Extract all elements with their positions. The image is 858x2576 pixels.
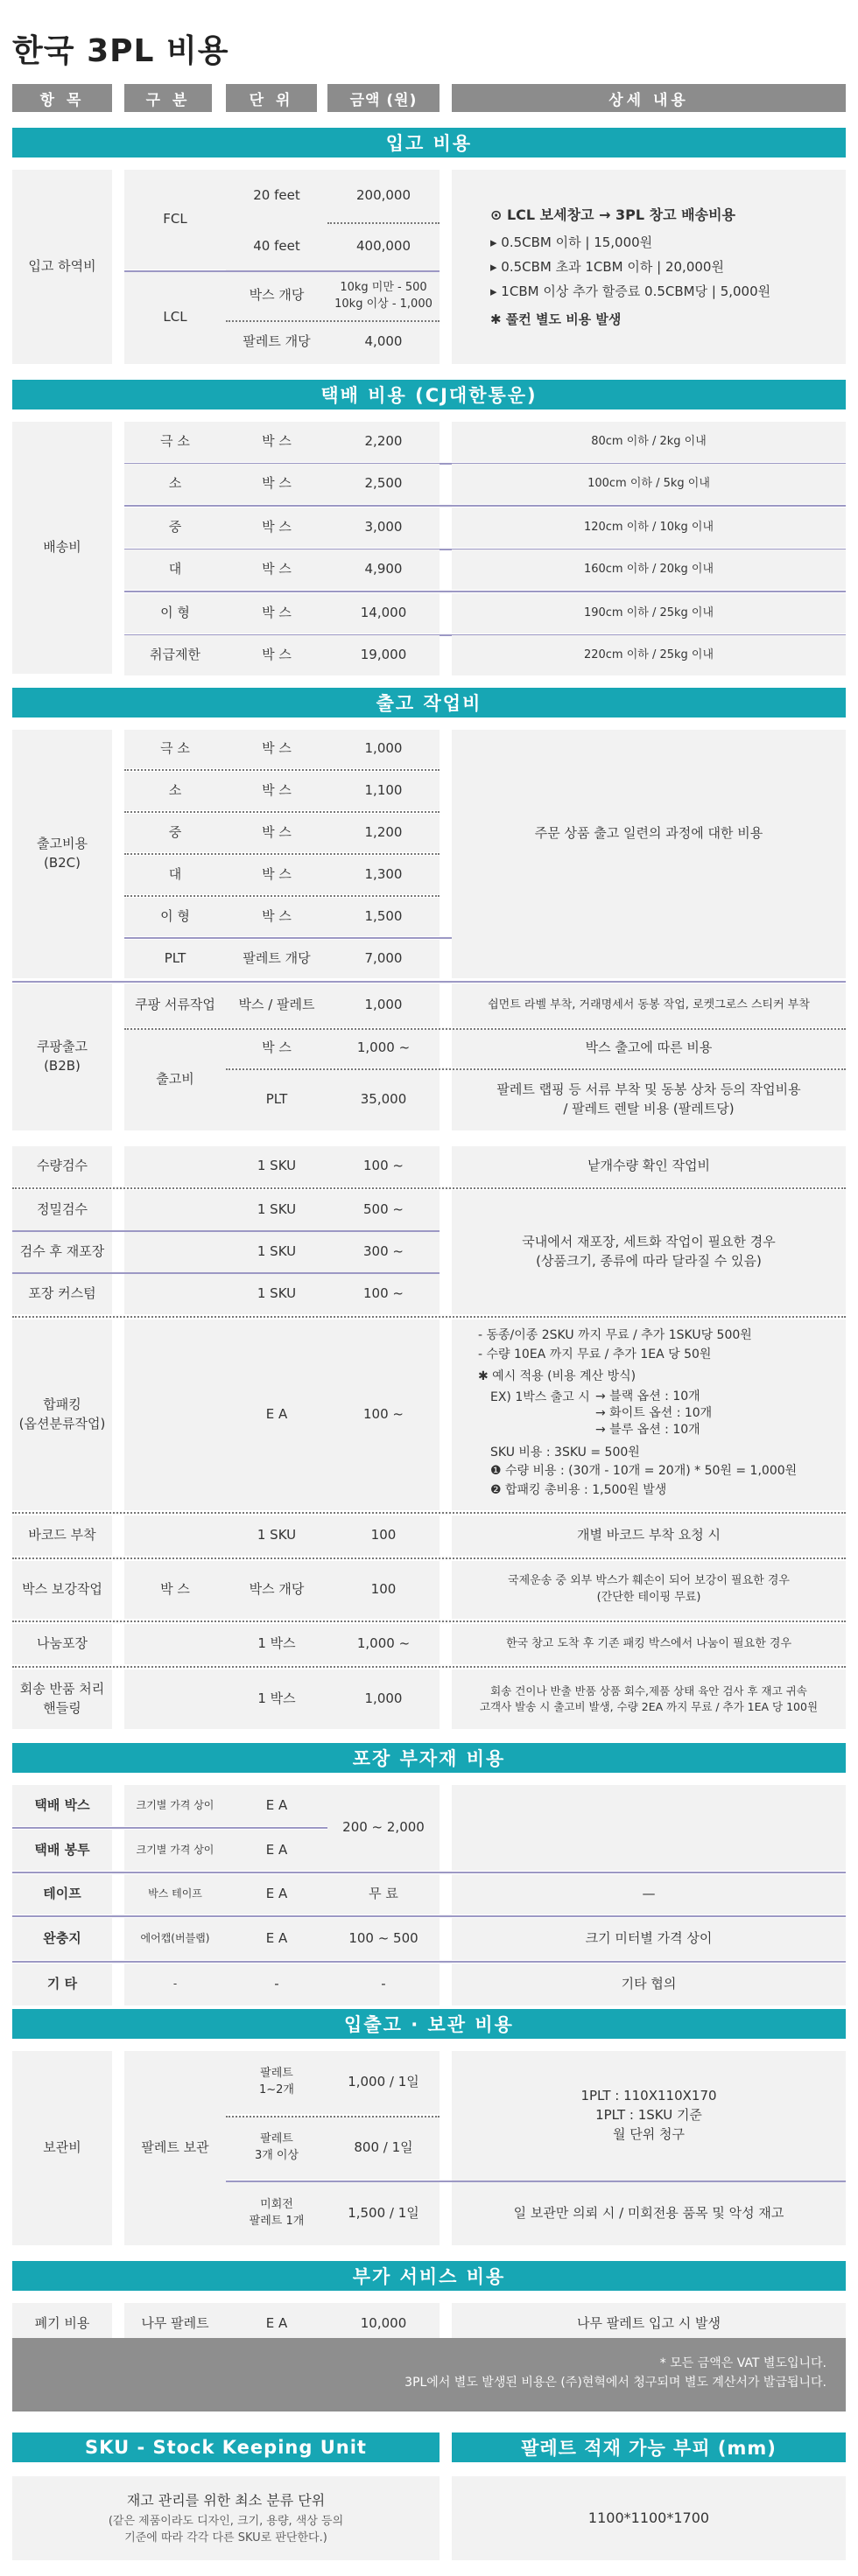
inbound-detail-line: ▸ 0.5CBM 이하 | 15,000원 — [490, 234, 653, 251]
price-over-10kg: 10kg 이상 - 1,000 — [334, 298, 433, 311]
merge-option: → 블랙 옵션 : 10개 — [595, 1390, 700, 1404]
b2c-price: 1,500 — [327, 898, 440, 936]
precise-category — [124, 1190, 226, 1314]
b2b-doc-category: 쿠팡 서류작업 — [124, 984, 226, 1027]
packaging-category: 크기별 가격 상이 — [124, 1785, 226, 1826]
packaging-unit: E A — [226, 1918, 327, 1960]
precise-unit: 1 SKU — [226, 1190, 327, 1230]
precise-price: 500 ~ — [327, 1190, 440, 1230]
packaging-item: 테이프 — [12, 1874, 112, 1914]
b2c-price: 1,300 — [327, 856, 440, 894]
header-detail: 상세 내용 — [452, 84, 846, 112]
packaging-item: 택배 봉투 — [12, 1830, 112, 1871]
merge-detail — [452, 1320, 846, 1510]
packaging-detail: 기타 협의 — [452, 1964, 846, 2006]
inbound-price-20ft: 200,000 — [327, 170, 440, 222]
inbound-fcl: FCL — [124, 170, 226, 270]
section-inbound: 입고 비용 — [12, 128, 846, 158]
repack-price: 300 ~ — [327, 1232, 440, 1272]
parcel-size: 취급제한 — [124, 635, 226, 676]
storage-item: 보관비 — [12, 2051, 112, 2245]
precise-item: 정밀검수 — [12, 1190, 112, 1230]
barcode-unit: 1 SKU — [226, 1516, 327, 1556]
b2c-price: 1,000 — [327, 730, 440, 768]
returns-detail: 회송 건이나 반출 반품 상품 회수,제품 상태 육안 검사 후 재고 귀속 고객사 발송 시 출고비 발생, 수량 2EA 까지 무료 / 추가 1EA 당 100원 — [452, 1670, 846, 1729]
b2b-item: 쿠팡출고 (B2B) — [12, 984, 112, 1130]
parcel-detail: 120cm 이하 / 10kg 이내 — [452, 508, 846, 548]
inbound-price-pallet: 4,000 — [327, 320, 440, 364]
packaging-detail: 크기 미터별 가격 상이 — [452, 1918, 846, 1960]
reinforce-category: 박 스 — [124, 1561, 226, 1619]
vat-note — [12, 2338, 846, 2412]
repack-item: 검수 후 재포장 — [12, 1232, 112, 1272]
returns-category — [124, 1670, 226, 1729]
inbound-unit-40ft: 40 feet — [226, 222, 327, 271]
parcel-unit: 박 스 — [226, 593, 327, 634]
parcel-price: 14,000 — [327, 593, 440, 634]
merge-unit: E A — [226, 1320, 327, 1510]
b2c-price: 1,100 — [327, 772, 440, 810]
custom-item: 포장 커스텀 — [12, 1274, 112, 1314]
section-parcel: 택배 비용 (CJ대한통운) — [12, 380, 846, 410]
inbound-detail-note: ✱ 풀컨 별도 비용 발생 — [490, 311, 622, 327]
inbound-detail-line: ▸ 0.5CBM 초과 1CBM 이하 | 20,000원 — [490, 259, 724, 276]
inbound-detail-line: ▸ 1CBM 이상 추가 할증료 0.5CBM당 | 5,000원 — [490, 283, 771, 299]
header-price: 금액 (원) — [327, 84, 440, 112]
split-unit: 1 박스 — [226, 1624, 327, 1664]
storage-price: 1,500 / 1일 — [327, 2182, 440, 2245]
reinforce-price: 100 — [327, 1561, 440, 1619]
b2c-price: 1,200 — [327, 814, 440, 852]
barcode-detail: 개별 바코드 부착 요청 시 — [452, 1516, 846, 1556]
extra-price: 10,000 — [327, 2303, 440, 2345]
price-under-10kg: 10kg 미만 - 500 — [340, 280, 427, 294]
b2b-doc-unit: 박스 / 팔레트 — [226, 984, 327, 1027]
custom-price: 100 ~ — [327, 1274, 440, 1314]
b2c-unit: 박 스 — [226, 856, 327, 894]
parcel-price: 2,500 — [327, 464, 440, 504]
parcel-item: 배송비 — [12, 422, 112, 674]
extra-category: 나무 팔레트 — [124, 2303, 226, 2345]
b2c-size: 이 형 — [124, 898, 226, 936]
inbound-detail-title: ⊙ LCL 보세창고 → 3PL 창고 배송비용 — [490, 206, 735, 223]
b2c-detail: 주문 상품 출고 일련의 과정에 대한 비용 — [452, 730, 846, 938]
barcode-price: 100 — [327, 1516, 440, 1556]
barcode-item: 바코드 부착 — [12, 1516, 112, 1556]
parcel-detail: 160cm 이하 / 20kg 이내 — [452, 550, 846, 590]
packaging-unit: - — [226, 1964, 327, 2006]
precise-detail: 국내에서 재포장, 세트화 작업이 필요한 경우 (상품크기, 종류에 따라 달라질 수 있음) — [452, 1190, 846, 1314]
storage-unit: 미회전 팔레트 1개 — [226, 2182, 327, 2245]
parcel-detail: 100cm 이하 / 5kg 이내 — [452, 464, 846, 504]
parcel-unit: 박 스 — [226, 464, 327, 504]
reinforce-detail: 국제운송 중 외부 박스가 훼손이 되어 보강이 필요한 경우 (간단한 테이핑 무료) — [452, 1561, 846, 1619]
b2c-size: 소 — [124, 772, 226, 810]
b2c-unit: 박 스 — [226, 772, 327, 810]
merge-rule-line: - 동종/이종 2SKU 까지 무료 / 추가 1SKU당 500원 — [478, 1328, 752, 1342]
inbound-unit-box: 박스 개당 — [226, 271, 327, 320]
packaging-unit: E A — [226, 1785, 327, 1826]
storage-detail-idle: 일 보관만 의뢰 시 / 미회전용 품목 및 악성 재고 — [452, 2182, 846, 2245]
barcode-category — [124, 1516, 226, 1556]
b2c-price: 7,000 — [327, 940, 440, 978]
storage-unit: 팔레트 1~2개 — [226, 2051, 327, 2114]
qty-price: 100 ~ — [327, 1146, 440, 1186]
b2b-plt-price: 35,000 — [327, 1069, 440, 1130]
section-packaging: 포장 부자재 비용 — [12, 1743, 846, 1773]
returns-price: 1,000 — [327, 1670, 440, 1729]
b2b-doc-price: 1,000 — [327, 984, 440, 1027]
merge-price: 100 ~ — [327, 1320, 440, 1510]
storage-price: 800 / 1일 — [327, 2117, 440, 2180]
parcel-size: 이 형 — [124, 593, 226, 634]
packaging-item: 택배 박스 — [12, 1785, 112, 1826]
section-outbound: 출고 작업비 — [12, 688, 846, 718]
extra-unit: E A — [226, 2303, 327, 2345]
b2c-plt-detail — [452, 938, 846, 978]
parcel-size: 소 — [124, 464, 226, 504]
inbound-item: 입고 하역비 — [12, 170, 112, 364]
merge-option: → 화이트 옵션 : 10개 — [595, 1405, 713, 1420]
pallet-value: 1100*1100*1700 — [452, 2476, 846, 2560]
b2b-box-price: 1,000 ~ — [327, 1029, 440, 1068]
parcel-unit: 박 스 — [226, 422, 327, 462]
inbound-detail — [452, 170, 846, 364]
merge-calc-line: ❶ 수량 비용 : (30개 - 10개 = 20개) * 50원 = 1,000원 — [490, 1464, 798, 1479]
inbound-price-40ft: 400,000 — [327, 222, 440, 271]
qty-detail: 낱개수량 확인 작업비 — [452, 1146, 846, 1186]
parcel-size: 중 — [124, 508, 226, 548]
storage-price: 1,000 / 1일 — [327, 2051, 440, 2114]
qty-item: 수량검수 — [12, 1146, 112, 1186]
inbound-lcl: LCL — [124, 271, 226, 364]
section-extra: 부가 서비스 비용 — [12, 2261, 846, 2291]
parcel-price: 3,000 — [327, 508, 440, 548]
parcel-price: 19,000 — [327, 635, 440, 676]
merge-sku-cost: SKU 비용 : 3SKU = 500원 — [490, 1445, 640, 1460]
section-storage: 입출고 · 보관 비용 — [12, 2009, 846, 2039]
packaging-item: 기 타 — [12, 1964, 112, 2006]
split-category — [124, 1624, 226, 1664]
b2c-size: 중 — [124, 814, 226, 852]
packaging-unit: E A — [226, 1874, 327, 1914]
packaging-shared-detail — [452, 1785, 846, 1871]
storage-detail-pallet: 1PLT : 110X110X170 1PLT : 1SKU 기준 월 단위 청구 — [452, 2051, 846, 2180]
b2c-unit: 팔레트 개당 — [226, 940, 327, 978]
parcel-unit: 박 스 — [226, 635, 327, 676]
packaging-category: 크기별 가격 상이 — [124, 1830, 226, 1871]
packaging-category: - — [124, 1964, 226, 2006]
b2c-unit: 박 스 — [226, 730, 327, 768]
b2b-plt-detail: 팔레트 랩핑 등 서류 부착 및 동봉 상차 등의 작업비용 / 팔레트 렌탈 비용 (팔레트당) — [452, 1069, 846, 1130]
packaging-detail: — — [452, 1874, 846, 1914]
merge-calc-line: ❷ 합패킹 총비용 : 1,500원 발생 — [490, 1483, 667, 1498]
page-title: 한국 3PL 비용 — [12, 33, 229, 69]
parcel-unit: 박 스 — [226, 508, 327, 548]
parcel-size: 대 — [124, 550, 226, 590]
reinforce-item: 박스 보강작업 — [12, 1561, 112, 1619]
storage-unit: 팔레트 3개 이상 — [226, 2117, 327, 2180]
merge-category — [124, 1320, 226, 1510]
parcel-price: 2,200 — [327, 422, 440, 462]
b2b-box-unit: 박 스 — [226, 1029, 327, 1068]
header-item: 항 목 — [12, 84, 112, 112]
merge-item: 합패킹 (옵션분류작업) — [12, 1320, 112, 1510]
sku-title: SKU - Stock Keeping Unit — [12, 2432, 440, 2462]
packaging-price: 100 ~ 500 — [327, 1918, 440, 1960]
parcel-price: 4,900 — [327, 550, 440, 590]
packaging-unit: E A — [226, 1830, 327, 1871]
extra-detail: 나무 팔레트 입고 시 발생 — [452, 2303, 846, 2345]
b2b-category: 출고비 — [124, 1029, 226, 1130]
vat-note-line: * 모든 금액은 VAT 별도입니다. — [659, 2356, 826, 2370]
returns-unit: 1 박스 — [226, 1670, 327, 1729]
packaging-category: 에어캡(버블랩) — [124, 1918, 226, 1960]
returns-item: 회송 반품 처리 핸들링 — [12, 1670, 112, 1729]
merge-option: → 블루 옵션 : 10개 — [595, 1422, 700, 1437]
packaging-shared-price: 200 ~ 2,000 — [327, 1785, 440, 1871]
qty-category — [124, 1146, 226, 1186]
merge-example-title: ✱ 예시 적용 (비용 계산 방식) — [478, 1369, 636, 1384]
split-price: 1,000 ~ — [327, 1624, 440, 1664]
packaging-category: 박스 테이프 — [124, 1874, 226, 1914]
parcel-size: 극 소 — [124, 422, 226, 462]
b2b-box-detail: 박스 출고에 따른 비용 — [452, 1029, 846, 1068]
inbound-price-box — [327, 271, 440, 320]
reinforce-unit: 박스 개당 — [226, 1561, 327, 1619]
sku-desc: (같은 제품이라도 디자인, 크기, 용량, 색상 등의 기준에 따라 각각 다른 SKU로 판단한다.) — [108, 2514, 344, 2544]
packaging-price: - — [327, 1964, 440, 2006]
b2c-size: 극 소 — [124, 730, 226, 768]
b2c-unit: 박 스 — [226, 898, 327, 936]
packaging-price: 무 료 — [327, 1874, 440, 1914]
header-category: 구 분 — [124, 84, 212, 112]
merge-example-label: EX) 1박스 출고 시 — [490, 1390, 590, 1405]
b2b-doc-detail: 쉽먼트 라벨 부착, 거래명세서 동봉 작업, 로켓그로스 스티커 부착 — [452, 984, 846, 1027]
parcel-detail: 190cm 이하 / 25kg 이내 — [452, 593, 846, 634]
b2c-unit: 박 스 — [226, 814, 327, 852]
parcel-unit: 박 스 — [226, 550, 327, 590]
inbound-unit-20ft: 20 feet — [226, 170, 327, 222]
storage-category: 팔레트 보관 — [124, 2051, 226, 2245]
b2c-item: 출고비용 (B2C) — [12, 730, 112, 978]
extra-item: 폐기 비용 — [12, 2303, 112, 2345]
split-detail: 한국 창고 도착 후 기존 패킹 박스에서 나눔이 필요한 경우 — [452, 1624, 846, 1664]
header-unit: 단 위 — [226, 84, 317, 112]
custom-unit: 1 SKU — [226, 1274, 327, 1314]
qty-unit: 1 SKU — [226, 1146, 327, 1186]
merge-rule-line: - 수량 10EA 까지 무료 / 추가 1EA 당 50원 — [478, 1347, 712, 1362]
split-item: 나눔포장 — [12, 1624, 112, 1664]
parcel-detail: 220cm 이하 / 25kg 이내 — [452, 635, 846, 676]
inbound-unit-pallet: 팔레트 개당 — [226, 320, 327, 364]
pallet-title: 팔레트 적재 가능 부피 (mm) — [452, 2432, 846, 2462]
sku-heading: 재고 관리를 위한 최소 분류 단위 — [126, 2491, 326, 2509]
b2c-size: 대 — [124, 856, 226, 894]
b2b-plt-unit: PLT — [226, 1069, 327, 1130]
packaging-item: 완충지 — [12, 1918, 112, 1960]
b2c-size: PLT — [124, 940, 226, 978]
parcel-detail: 80cm 이하 / 2kg 이내 — [452, 422, 846, 462]
repack-unit: 1 SKU — [226, 1232, 327, 1272]
sku-box — [12, 2476, 440, 2560]
vat-note-line: 3PL에서 별도 발생된 비용은 (주)현혁에서 청구되며 별도 계산서가 발급됩니다. — [404, 2376, 826, 2390]
